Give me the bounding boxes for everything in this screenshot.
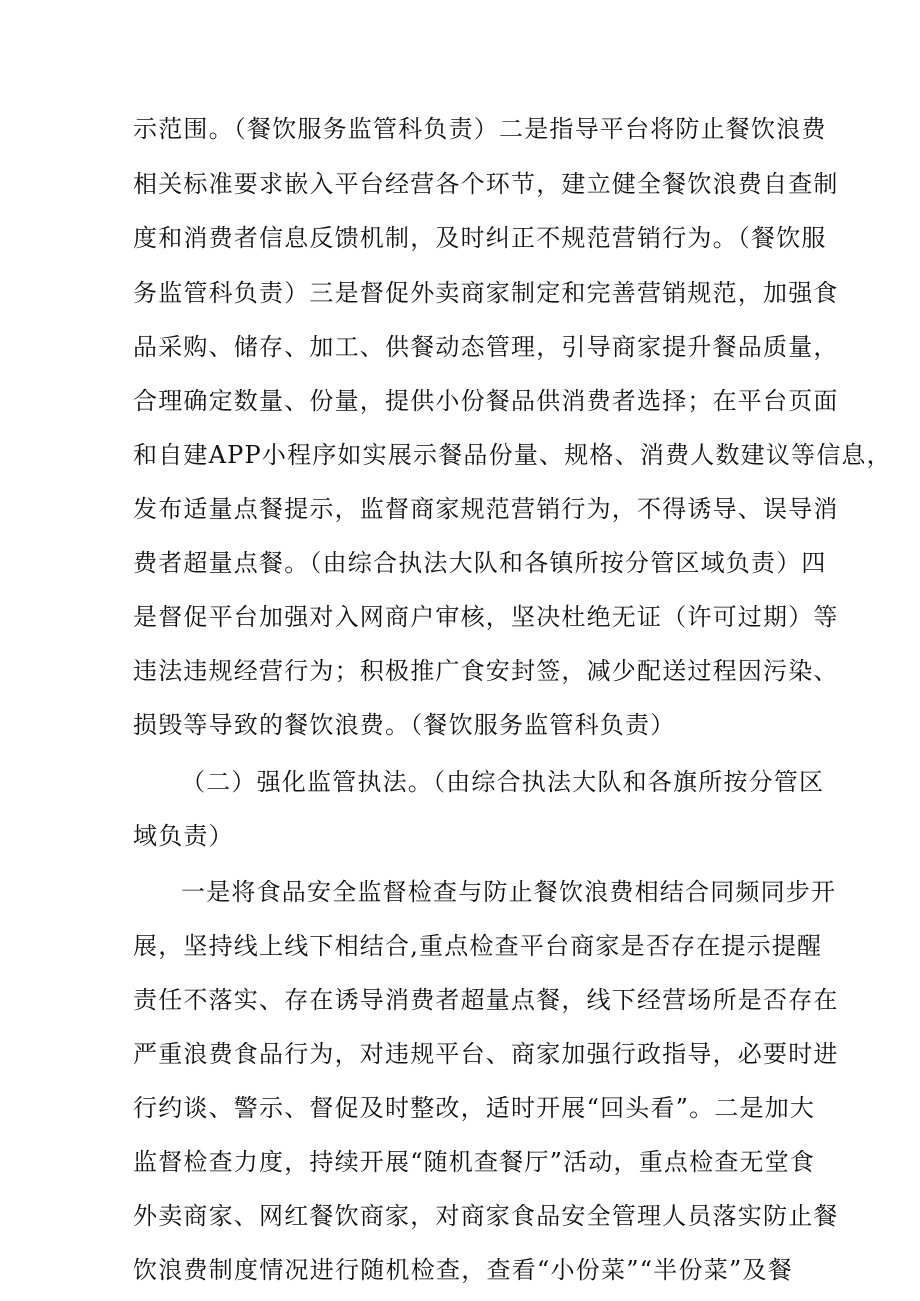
text-line: 品采购、储存、加工、供餐动态管理，引导商家提升餐品质量， bbox=[133, 333, 839, 361]
text-line: 和自建APP小程序如实展示餐品份量、规格、消费人数建议等信息， bbox=[133, 441, 892, 469]
section-heading: （二）强化监管执法。（由综合执法大队和各旗所按分管区 bbox=[181, 768, 825, 796]
text-line: 相关标准要求嵌入平台经营各个环节，建立健全餐饮浪费自查制 bbox=[133, 170, 839, 198]
text-line: 监督检查力度，持续开展“随机查餐厅”活动，重点检查无堂食 bbox=[133, 1148, 816, 1176]
text-line: 发布适量点餐提示，监督商家规范营销行为，不得诱导、误导消 bbox=[133, 495, 839, 523]
text-line: 合理确定数量、份量，提供小份餐品供消费者选择；在平台页面 bbox=[133, 387, 839, 415]
text-line: 饮浪费制度情况进行随机检查，查看“小份菜”“半份菜”及餐 bbox=[133, 1256, 793, 1284]
text-line: 责任不落实、存在诱导消费者超量点餐，线下经营场所是否存在 bbox=[133, 986, 839, 1014]
text-line: 度和消费者信息反馈机制，及时纠正不规范营销行为。（餐饮服 bbox=[133, 224, 827, 252]
text-line: 外卖商家、网红餐饮商家，对商家食品安全管理人员落实防止餐 bbox=[133, 1202, 839, 1230]
text-line: 违法违规经营行为；积极推广食安封签，减少配送过程因污染、 bbox=[133, 657, 839, 685]
text-line: 示范围。（餐饮服务监管科负责）二是指导平台将防止餐饮浪费 bbox=[133, 115, 827, 143]
text-line: 展，坚持线上线下相结合,重点检查平台商家是否存在提示提醒 bbox=[133, 932, 823, 960]
text-line: 损毁等导致的餐饮浪费。（餐饮服务监管科负责） bbox=[133, 711, 676, 739]
section-heading-continued: 域负责） bbox=[133, 822, 234, 850]
text-line: 行约谈、警示、督促及时整改，适时开展“回头看”。二是加大 bbox=[133, 1094, 816, 1122]
text-line: 一是将食品安全监督检查与防止餐饮浪费相结合同频同步开 bbox=[181, 878, 837, 906]
text-line: 是督促平台加强对入网商户审核，坚决杜绝无证（许可过期）等 bbox=[133, 603, 839, 631]
text-line: 务监管科负责）三是督促外卖商家制定和完善营销规范，加强食 bbox=[133, 279, 839, 307]
text-line: 费者超量点餐。（由综合执法大队和各镇所按分管区域负责）四 bbox=[133, 549, 827, 577]
text-line: 严重浪费食品行为，对违规平台、商家加强行政指导，必要时进 bbox=[133, 1040, 839, 1068]
